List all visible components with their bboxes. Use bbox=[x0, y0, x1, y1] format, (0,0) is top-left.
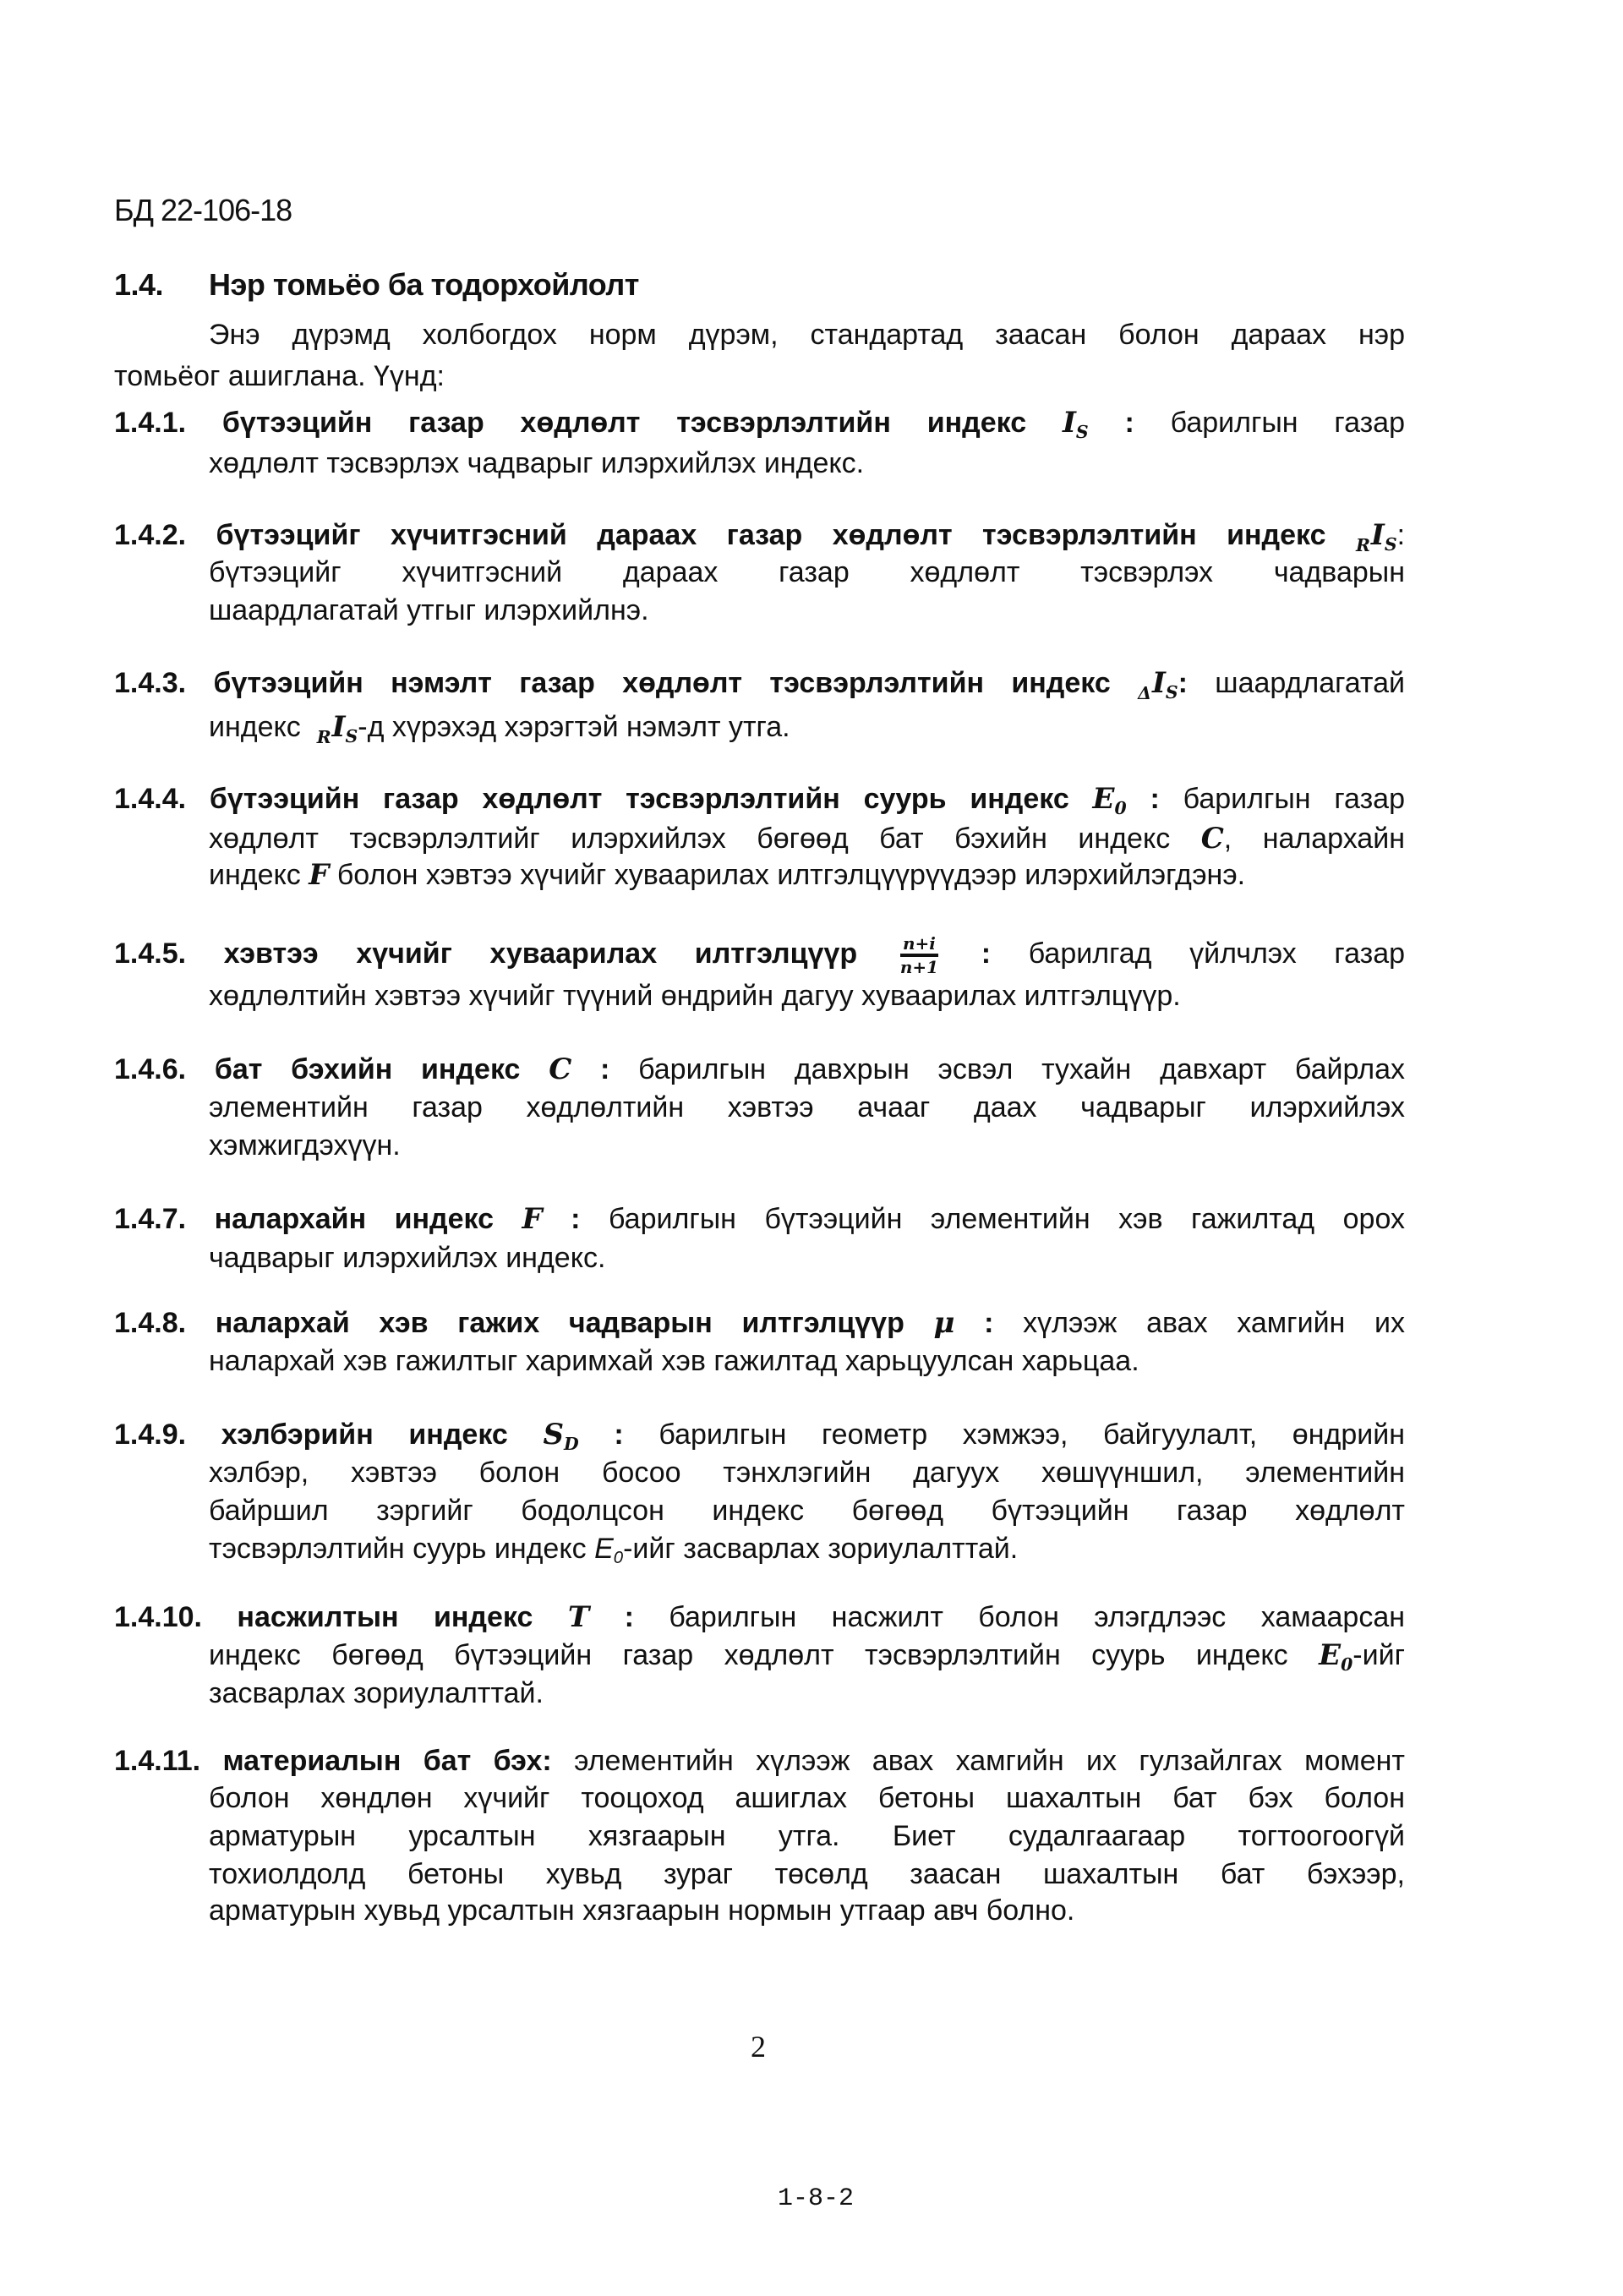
separator: : bbox=[1396, 519, 1406, 551]
definition-text: арматурын урсалтын хязгаарын утга. Биет судалгаагаар тогтоогоогүй bbox=[209, 1820, 1405, 1852]
definition-text: тэсвэрлэлтийн суурь индекс $E_0$-ийг засварлах зориулалттай. bbox=[209, 1533, 1019, 1568]
definition-number: 1.4.4. bbox=[114, 783, 187, 815]
definition-text: бүтээцийг хүчитгэсний дараах газар хөдлөлт тэсвэрлэх чадварын bbox=[209, 556, 1405, 588]
definition-number: 1.4.1. bbox=[114, 407, 187, 439]
definition-number: 1.4.8. bbox=[114, 1307, 187, 1339]
definition-number: 1.4.10. bbox=[114, 1601, 202, 1633]
intro-line: томьёог ашиглана. Үүнд: bbox=[114, 360, 445, 392]
symbol-f: F bbox=[309, 858, 330, 892]
definition-text: индекс бөгөөд бүтээцийн газар хөдлөлт тэсвэрлэлтийн суурь индекс $E_0$-ийг bbox=[209, 1638, 1405, 1676]
definition-term: материалын бат бэх: bbox=[222, 1745, 552, 1777]
definition-term: бат бэхийн индекс bbox=[214, 1053, 521, 1085]
definition-number: 1.4.3. bbox=[114, 667, 187, 699]
separator: : bbox=[614, 1419, 624, 1451]
document-code: БД 22-106-18 bbox=[114, 193, 292, 227]
definition-1-4-10 bbox=[114, 1599, 1405, 1636]
definition-1-4-1 bbox=[114, 404, 1405, 441]
definition-text: хэмжигдэхүүн. bbox=[209, 1129, 401, 1162]
definition-text: арматурын хувьд урсалтын хязгаарын нормын утгаар авч болно. bbox=[209, 1894, 1075, 1927]
definition-number: 1.4.5. bbox=[114, 938, 187, 970]
definition-text: барилгын газар bbox=[1183, 783, 1405, 815]
definition-text: налархай хэв гажилтыг харимхай хэв гажилтад харьцуулсан харьцаа. bbox=[209, 1345, 1139, 1377]
definition-text: хэлбэр, хэвтээ болон босоо тэнхлэгийн дагуух хөшүүншил, элементийн bbox=[209, 1457, 1405, 1489]
definition-1-4-11 bbox=[114, 1742, 1405, 1779]
footer-code: 1-8-2 bbox=[778, 2184, 855, 2213]
definition-text: хүлээж авах хамгийн их bbox=[1023, 1307, 1406, 1339]
definition-term: налархайн индекс bbox=[214, 1203, 495, 1235]
definition-1-4-2 bbox=[114, 517, 1405, 554]
definition-term: бүтээцийн газар хөдлөлт тэсвэрлэлтийн индекс bbox=[221, 407, 1027, 439]
definition-text: элементийн хүлээж авах хамгийн их гулзайлгах момент bbox=[574, 1745, 1405, 1777]
definition-term: хэлбэрийн индекс bbox=[221, 1419, 508, 1451]
definition-1-4-5 bbox=[114, 933, 1406, 978]
symbol-is: $I_S$ bbox=[1062, 406, 1089, 443]
symbol-e0: $E_0$ bbox=[1319, 1638, 1353, 1676]
definition-1-4-8 bbox=[114, 1304, 1405, 1342]
symbol-ris: $_RI_S$ bbox=[316, 710, 358, 748]
intro-line: Энэ дүрэмд холбогдох норм дүрэм, стандартад заасан болон дараах нэр bbox=[209, 319, 1405, 351]
definition-text: засварлах зориулалттай. bbox=[209, 1677, 544, 1709]
separator: : bbox=[1178, 667, 1188, 699]
separator: : bbox=[571, 1203, 581, 1235]
definition-number: 1.4.9. bbox=[114, 1419, 187, 1451]
definition-term: бүтээцийн нэмэлт газар хөдлөлт тэсвэрлэлтийн индекс bbox=[213, 667, 1111, 699]
definition-number: 1.4.7. bbox=[114, 1203, 187, 1235]
page-number: 2 bbox=[751, 2030, 766, 2064]
definition-text: байршил зэргийг бодолцсон индекс бөгөөд бүтээцийн газар хөдлөлт bbox=[209, 1495, 1405, 1527]
definition-1-4-9 bbox=[114, 1416, 1405, 1453]
definition-text: барилгын газар bbox=[1170, 407, 1406, 439]
separator: : bbox=[1124, 407, 1134, 439]
definition-1-4-6 bbox=[114, 1051, 1405, 1088]
separator: : bbox=[600, 1053, 610, 1085]
symbol-mu: μ bbox=[933, 1306, 955, 1340]
definition-text: барилгын бүтээцийн элементийн хэв гажилтад орох bbox=[608, 1203, 1405, 1235]
symbol-f: F bbox=[522, 1202, 543, 1236]
separator: : bbox=[984, 1307, 994, 1339]
definition-text: хөдлөлт тэсвэрлэх чадварыг илэрхийлэх индекс. bbox=[209, 447, 865, 479]
definition-text: чадварыг илэрхийлэх индекс. bbox=[209, 1242, 606, 1274]
definition-1-4-3 bbox=[114, 664, 1405, 702]
fraction-symbol: $\frac{n+i}{n+1}$ bbox=[899, 933, 939, 978]
separator: : bbox=[1150, 783, 1160, 815]
definition-text: индекс F болон хэвтээ хүчийг хуваарилах илтгэлцүүрүүдээр илэрхийлэгдэнэ. bbox=[209, 858, 1246, 892]
definition-term: хэвтээ хүчийг хуваарилах илтгэлцүүр bbox=[223, 938, 858, 970]
definition-text: хөдлөлт тэсвэрлэлтийг илэрхийлэх бөгөөд бат бэхийн индекс C, налархайн bbox=[209, 822, 1405, 856]
symbol-e0: $E_0$ bbox=[594, 1533, 624, 1568]
definition-term: налархай хэв гажих чадварын илтгэлцүүр bbox=[215, 1307, 904, 1339]
definition-text: барилгын геометр хэмжээ, байгуулалт, өндрийн bbox=[658, 1419, 1405, 1451]
symbol-e0: $E_0$ bbox=[1092, 782, 1127, 819]
definition-text: индекс $_RI_S-д$ хүрэхэд хэрэгтэй нэмэлт утга. bbox=[209, 710, 790, 748]
symbol-sd: $S_D$ bbox=[543, 1418, 579, 1455]
definition-text: шаардлагатай bbox=[1215, 667, 1406, 699]
section-title: Нэр томьёо ба тодорхойлолт bbox=[209, 267, 639, 302]
definition-term: бүтээцийг хүчитгэсний дараах газар хөдлөлт тэсвэрлэлтийн индекс bbox=[216, 519, 1326, 551]
section-heading bbox=[114, 267, 639, 303]
symbol-c: C bbox=[1200, 822, 1224, 856]
symbol-t: T bbox=[567, 1600, 590, 1634]
definition-text: барилгын насжилт болон элэгдлээс хамаарсан bbox=[669, 1601, 1406, 1633]
definition-text: шаардлагатай утгыг илэрхийлнэ. bbox=[209, 594, 649, 626]
definition-text: хөдлөлтийн хэвтээ хүчийг түүний өндрийн дагуу хуваарилах илтгэлцүүр. bbox=[209, 980, 1181, 1012]
symbol-ris: $_RI_S$ bbox=[1355, 518, 1397, 556]
separator: : bbox=[624, 1601, 634, 1633]
section-number: 1.4. bbox=[114, 267, 164, 302]
definition-text: тохиолдолд бетоны хувьд зураг төсөлд заасан шахалтын бат бэхээр, bbox=[209, 1858, 1405, 1890]
separator: : bbox=[981, 938, 992, 970]
definition-number: 1.4.11. bbox=[114, 1745, 201, 1777]
definition-number: 1.4.6. bbox=[114, 1053, 187, 1085]
symbol-delta-is: $_\Delta I_S$ bbox=[1138, 666, 1178, 704]
definition-text: барилгад үйлчлэх газар bbox=[1028, 938, 1406, 970]
definition-1-4-7 bbox=[114, 1200, 1405, 1238]
symbol-c: C bbox=[549, 1052, 572, 1086]
definition-text: элементийн газар хөдлөлтийн хэвтээ ачааг даах чадварыг илэрхийлэх bbox=[209, 1091, 1405, 1123]
definition-term: насжилтын индекс bbox=[237, 1601, 533, 1633]
definition-term: бүтээцийн газар хөдлөлт тэсвэрлэлтийн суурь индекс bbox=[209, 783, 1069, 815]
definition-number: 1.4.2. bbox=[114, 519, 187, 551]
definition-text: барилгын давхрын эсвэл тухайн давхарт байрлах bbox=[638, 1053, 1405, 1085]
definition-1-4-4 bbox=[114, 780, 1405, 817]
definition-text: болон хөндлөн хүчийг тооцоход ашиглах бетоны шахалтын бат бэх болон bbox=[209, 1782, 1405, 1814]
